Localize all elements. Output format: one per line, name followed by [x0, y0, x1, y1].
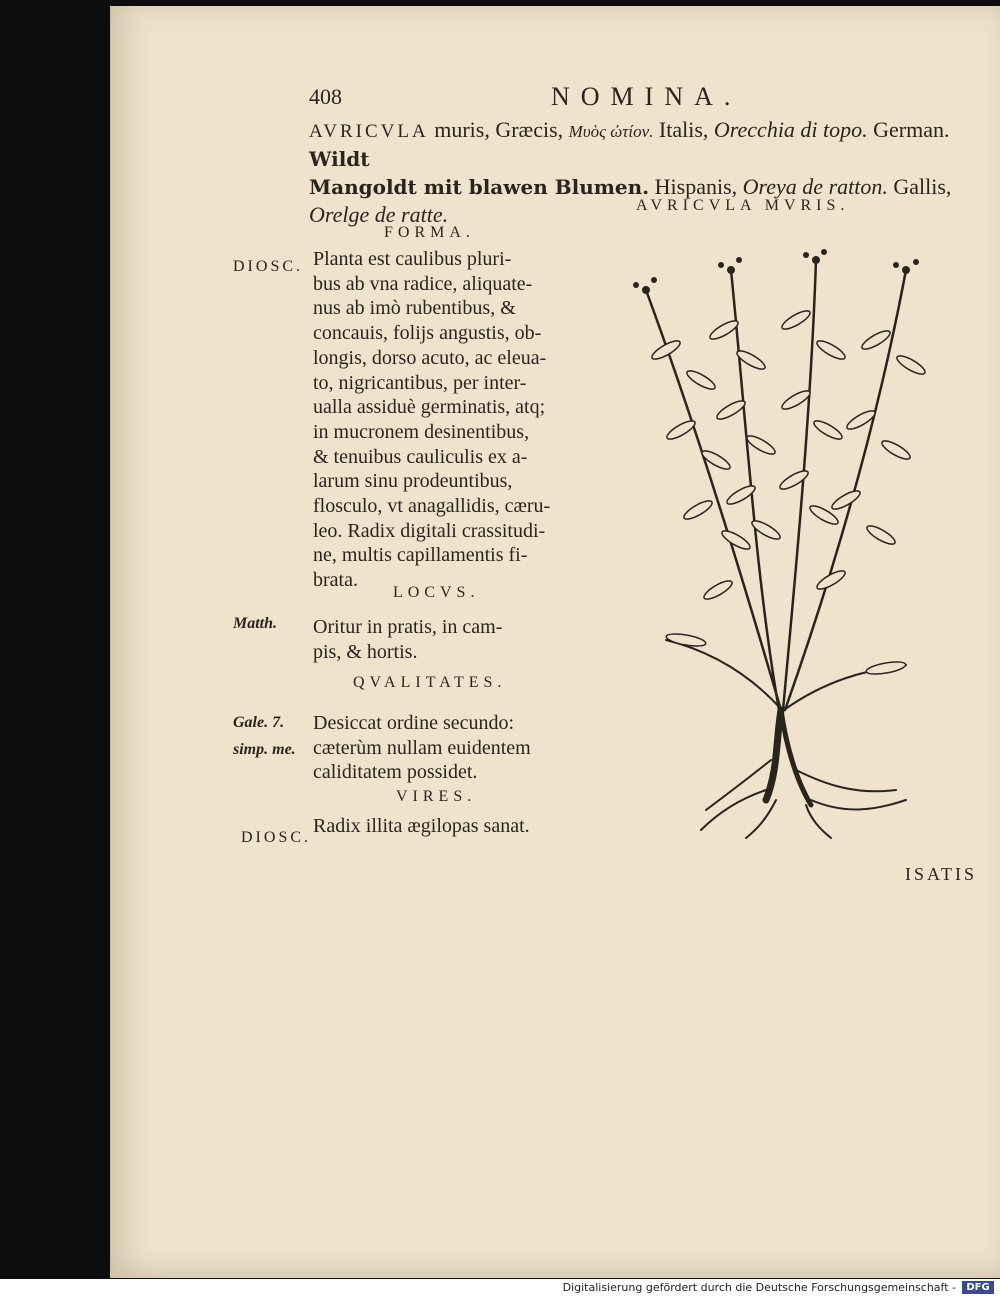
forma-heading: FORMA.: [384, 224, 475, 241]
text-line: Radix illita ægilopas sanat.: [313, 815, 530, 837]
vires-text: [313, 814, 569, 839]
text-line: longis, dorso acuto, ac eleua-: [313, 346, 547, 369]
nomina-text: muris, Græcis,: [428, 117, 569, 142]
margin-note-diosc-2: DIOSC.: [241, 829, 312, 846]
footer-credit: Digitalisierung gefördert durch die Deutsche Forschungsgemeinschaft -: [562, 1281, 956, 1294]
text-line: in mucronem desinentibus,: [313, 420, 530, 443]
nomina-italian: Orecchia di topo.: [713, 117, 868, 142]
text-line: brata.: [313, 569, 358, 592]
qualitates-heading: QVALITATES.: [353, 674, 507, 691]
text-line: cæterùm nullam euidentem: [313, 736, 531, 759]
nomina-spanish: Oreya de ratton.: [742, 174, 888, 199]
nomina-german-2: Mangoldt mit blawen Blumen.: [309, 175, 650, 199]
book-page: [110, 6, 1000, 1278]
text-line: leo. Radix digitali crassitudi-: [313, 519, 546, 542]
text-line: nus ab imò rubentibus, &: [313, 297, 516, 320]
text-line: flosculo, vt anagallidis, cæru-: [313, 495, 551, 518]
text-line: ualla assiduè germinatis, atq;: [313, 396, 546, 419]
text-line: Oritur in pratis, in cam-: [313, 616, 503, 638]
text-line: to, nigricantibus, per inter-: [313, 371, 527, 394]
forma-text: [313, 247, 569, 593]
running-title: NOMINA.: [551, 82, 742, 111]
vires-heading: VIRES.: [396, 788, 477, 805]
qualitates-text: [313, 711, 569, 785]
locus-heading: LOCVS.: [393, 584, 480, 601]
text-line: concauis, folijs angustis, ob-: [313, 322, 542, 345]
figure-caption: AVRICVLA MVRIS.: [636, 197, 850, 214]
text-line: ne, multis capillamentis fi-: [313, 544, 528, 567]
nomina-text: German.: [867, 117, 950, 142]
nomina-text: Hispanis,: [649, 174, 743, 199]
text-line: Desiccat ordine secundo:: [313, 712, 515, 734]
footer-bar: [0, 1279, 1000, 1297]
catchword: ISATIS: [905, 864, 978, 884]
nomina-headword: AVRICVLA: [309, 121, 429, 142]
dfg-logo: DFG: [962, 1281, 994, 1294]
text-line: larum sinu prodeuntibus,: [313, 470, 513, 493]
nomina-french: Orelge de ratte.: [309, 202, 449, 227]
margin-note-matth: Matth.: [233, 615, 278, 632]
woodcut-plant-illustration: [606, 240, 961, 840]
page-number: 408: [309, 84, 342, 109]
text-line: bus ab vna radice, aliquate-: [313, 272, 533, 295]
nomina-greek: Μυὸς ὠτίον.: [568, 122, 654, 141]
text-line: pis, & hortis.: [313, 640, 418, 663]
nomina-text: Gallis,: [887, 174, 952, 199]
text-line: caliditatem possidet.: [313, 761, 478, 784]
margin-note-simp: simp. me.: [233, 741, 296, 758]
text-line: Planta est caulibus pluri-: [313, 248, 512, 270]
locus-text: [313, 615, 569, 664]
text-line: & tenuibus cauliculis ex a-: [313, 445, 528, 468]
margin-note-gale: Gale. 7.: [233, 714, 285, 731]
nomina-text: Italis,: [653, 117, 714, 142]
nomina-german-1: Wildt: [309, 147, 370, 171]
margin-note-diosc: DIOSC.: [233, 258, 304, 275]
